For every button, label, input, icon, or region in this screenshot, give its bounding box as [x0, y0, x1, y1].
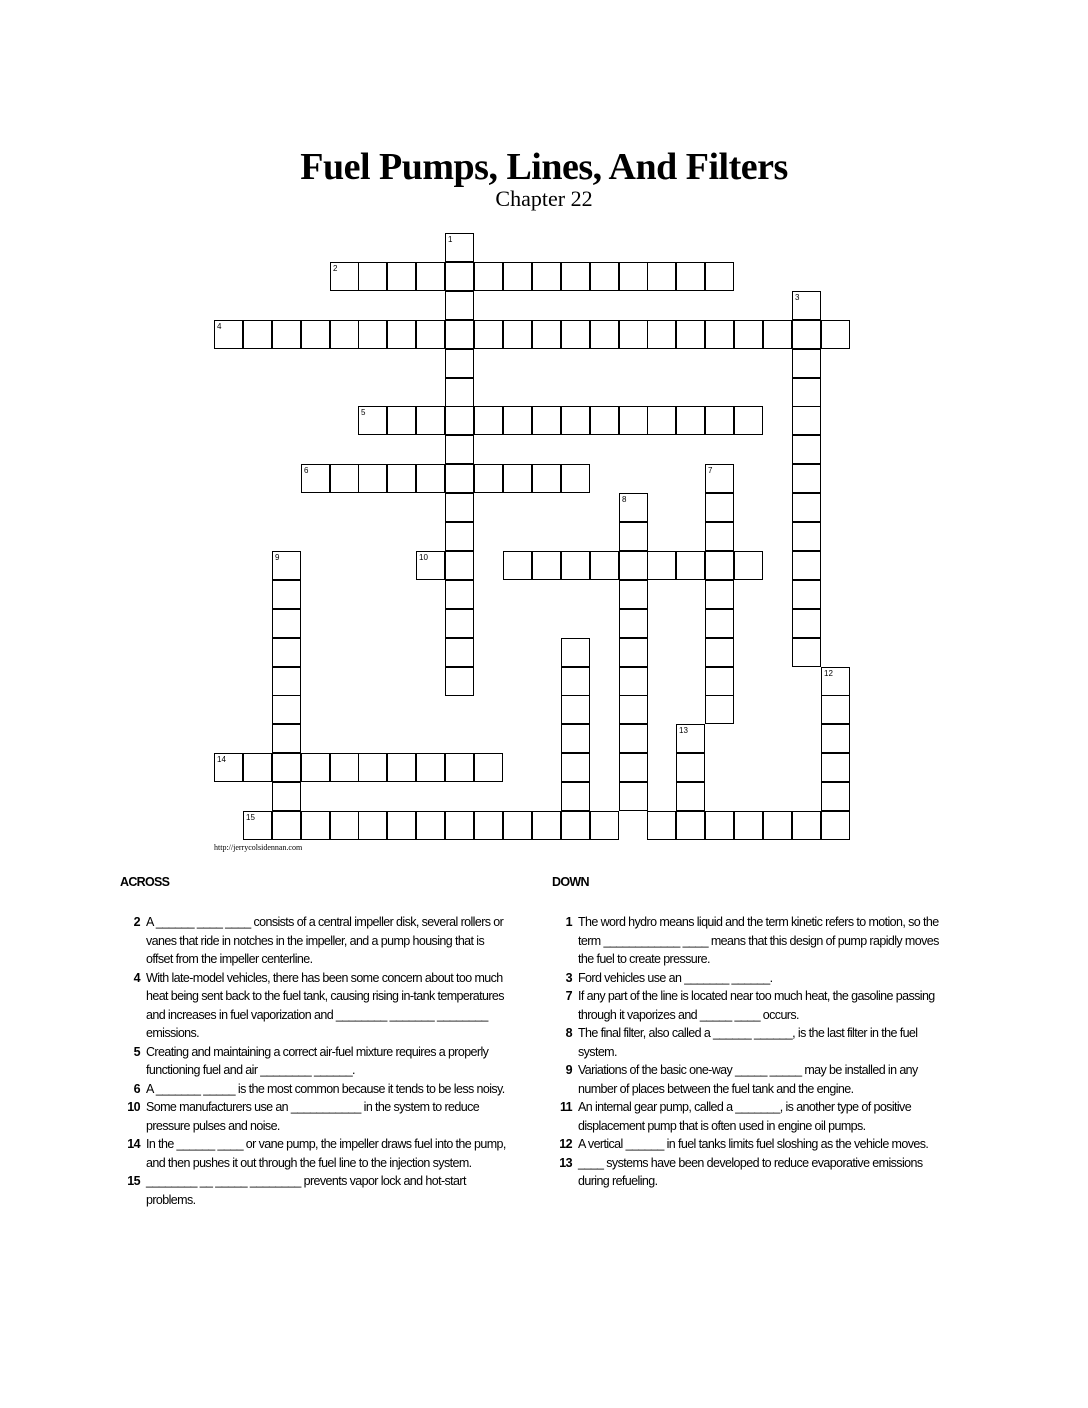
- grid-cell[interactable]: [821, 695, 850, 724]
- grid-cell[interactable]: [705, 320, 734, 349]
- grid-cell[interactable]: [301, 464, 330, 493]
- clue-text: If any part of the line is located near too much heat, the gasoline passing through it vaporizes and _____ ____ occurs.: [578, 989, 935, 1022]
- down-clue: [552, 1024, 942, 1061]
- grid-cell[interactable]: [792, 464, 821, 493]
- grid-cell[interactable]: [590, 406, 619, 435]
- clue-num: 8: [565, 1026, 572, 1040]
- grid-cell[interactable]: [734, 320, 763, 349]
- grid-cell[interactable]: [619, 609, 648, 638]
- clue-num: 12: [559, 1137, 572, 1151]
- grid-cell[interactable]: [619, 262, 648, 291]
- grid-cell[interactable]: [821, 753, 850, 782]
- clue-text: Some manufacturers use an ___________ in the system to reduce pressure pulses and noise.: [146, 1100, 480, 1133]
- grid-cell[interactable]: [387, 262, 416, 291]
- grid-cell[interactable]: [416, 464, 445, 493]
- grid-cell[interactable]: [705, 493, 734, 522]
- grid-cell[interactable]: [272, 580, 301, 609]
- grid-cell[interactable]: [561, 695, 590, 724]
- clue-number: 2: [333, 264, 338, 273]
- grid-cell[interactable]: [647, 406, 676, 435]
- clue-number: 15: [246, 813, 255, 822]
- grid-cell[interactable]: [676, 811, 705, 840]
- grid-cell[interactable]: [619, 522, 648, 551]
- clue-number: 1: [448, 235, 453, 244]
- grid-cell[interactable]: [619, 695, 648, 724]
- grid-cell[interactable]: [590, 811, 619, 840]
- grid-cell[interactable]: [214, 753, 243, 782]
- grid-cell[interactable]: [705, 695, 734, 724]
- grid-cell[interactable]: [676, 406, 705, 435]
- across-clue: [120, 1080, 510, 1099]
- clue-number: 12: [824, 669, 833, 678]
- grid-cell[interactable]: [445, 349, 474, 378]
- grid-cell[interactable]: [734, 811, 763, 840]
- clue-number: 6: [304, 466, 309, 475]
- grid-cell[interactable]: [676, 320, 705, 349]
- grid-cell[interactable]: [792, 406, 821, 435]
- grid-cell[interactable]: [821, 724, 850, 753]
- grid-cell[interactable]: [272, 724, 301, 753]
- grid-cell[interactable]: [474, 262, 503, 291]
- grid-cell[interactable]: [792, 551, 821, 580]
- grid-cell[interactable]: [619, 638, 648, 667]
- clue-num: 5: [133, 1044, 140, 1059]
- grid-cell[interactable]: [734, 406, 763, 435]
- grid-cell[interactable]: [474, 464, 503, 493]
- grid-cell[interactable]: [705, 551, 734, 580]
- grid-cell[interactable]: [503, 262, 532, 291]
- grid-cell[interactable]: [272, 695, 301, 724]
- grid-cell[interactable]: [387, 464, 416, 493]
- grid-cell[interactable]: [503, 464, 532, 493]
- grid-cell[interactable]: [416, 753, 445, 782]
- clue-text: Variations of the basic one-way _____ _____ may be installed in any number of places between the fuel tank and the engine.: [578, 1063, 918, 1096]
- grid-cell[interactable]: [705, 522, 734, 551]
- clue-num: 3: [565, 970, 572, 985]
- grid-cell[interactable]: [590, 262, 619, 291]
- grid-cell[interactable]: [272, 609, 301, 638]
- grid-cell[interactable]: [445, 580, 474, 609]
- grid-cell[interactable]: [821, 811, 850, 840]
- grid-cell[interactable]: [474, 811, 503, 840]
- grid-cell[interactable]: [243, 320, 272, 349]
- clue-num: 13: [559, 1155, 572, 1170]
- clue-text: A ______ ____ ____ consists of a central impeller disk, several rollers or vanes that ride in notches in the impeller, and a pump housing that is offset from the impeller centerline.: [146, 915, 504, 966]
- down-clue: [552, 913, 942, 969]
- grid-cell[interactable]: [561, 638, 590, 667]
- clue-text: A _______ _____ is the most common because it tends to be less noisy.: [146, 1081, 505, 1096]
- grid-cell[interactable]: [445, 262, 474, 291]
- down-clue: [552, 987, 942, 1024]
- grid-cell[interactable]: [705, 406, 734, 435]
- grid-cell[interactable]: [561, 753, 590, 782]
- clue-number: 3: [795, 293, 800, 302]
- grid-cell[interactable]: [619, 667, 648, 696]
- grid-cell[interactable]: [358, 406, 387, 435]
- grid-cell[interactable]: [272, 320, 301, 349]
- grid-cell[interactable]: [792, 609, 821, 638]
- grid-cell[interactable]: [619, 580, 648, 609]
- grid-cell[interactable]: [358, 320, 387, 349]
- grid-cell[interactable]: [272, 638, 301, 667]
- clue-num: 15: [127, 1174, 140, 1188]
- grid-cell[interactable]: [358, 262, 387, 291]
- grid-cell[interactable]: [243, 753, 272, 782]
- grid-cell[interactable]: [445, 320, 474, 349]
- down-heading: DOWN: [552, 875, 589, 889]
- grid-cell[interactable]: [503, 551, 532, 580]
- clue-num: 4: [133, 970, 140, 985]
- grid-cell[interactable]: [416, 262, 445, 291]
- grid-cell[interactable]: [619, 406, 648, 435]
- clue-num: 7: [565, 989, 572, 1003]
- grid-cell[interactable]: [358, 753, 387, 782]
- clue-number: 5: [361, 408, 366, 417]
- grid-cell[interactable]: [676, 724, 705, 753]
- grid-cell[interactable]: [705, 580, 734, 609]
- clue-number: 13: [679, 726, 688, 735]
- grid-cell[interactable]: [445, 753, 474, 782]
- grid-cell[interactable]: [705, 638, 734, 667]
- grid-cell[interactable]: [821, 667, 850, 696]
- grid-cell[interactable]: [676, 551, 705, 580]
- clue-num: 11: [559, 1100, 572, 1114]
- grid-cell[interactable]: [445, 493, 474, 522]
- grid-cell[interactable]: [416, 811, 445, 840]
- clue-num: 10: [127, 1100, 140, 1114]
- grid-cell[interactable]: [763, 811, 792, 840]
- across-clue: [120, 1172, 510, 1209]
- clue-text: Creating and maintaining a correct air-fuel mixture requires a properly functioning fuel and air ________ ______.: [146, 1044, 489, 1077]
- grid-cell[interactable]: [214, 320, 243, 349]
- down-clue-list: [552, 913, 942, 1191]
- clue-text: In the ______ ____ or vane pump, the impeller draws fuel into the pump, and then pushes it out through the fuel line to the injection system.: [146, 1137, 506, 1170]
- clue-number: 7: [708, 466, 713, 475]
- grid-cell[interactable]: [792, 522, 821, 551]
- grid-cell[interactable]: [821, 782, 850, 811]
- grid-cell[interactable]: [445, 811, 474, 840]
- grid-cell[interactable]: [561, 262, 590, 291]
- clue-text: The word hydro means liquid and the term kinetic refers to motion, so the term ____________ ____ means that this design of pump rapidly moves the fuel to create pressure.: [578, 915, 939, 966]
- grid-cell[interactable]: [330, 753, 359, 782]
- grid-cell[interactable]: [619, 493, 648, 522]
- grid-cell[interactable]: [330, 811, 359, 840]
- down-clue: [552, 1061, 942, 1098]
- grid-cell[interactable]: [792, 435, 821, 464]
- grid-cell[interactable]: [619, 782, 648, 811]
- grid-cell[interactable]: [272, 782, 301, 811]
- clue-number: 10: [419, 553, 428, 562]
- grid-cell[interactable]: [445, 464, 474, 493]
- grid-cell[interactable]: [792, 378, 821, 407]
- grid-cell[interactable]: [647, 811, 676, 840]
- grid-cell[interactable]: [532, 320, 561, 349]
- clue-num: 1: [565, 915, 572, 929]
- across-clue-list: [120, 913, 510, 1209]
- grid-cell[interactable]: [792, 811, 821, 840]
- grid-cell[interactable]: [301, 811, 330, 840]
- clue-num: 6: [133, 1081, 140, 1096]
- grid-cell[interactable]: [590, 320, 619, 349]
- grid-cell[interactable]: [387, 811, 416, 840]
- grid-cell[interactable]: [561, 464, 590, 493]
- grid-cell[interactable]: [561, 551, 590, 580]
- grid-cell[interactable]: [647, 551, 676, 580]
- grid-cell[interactable]: [445, 291, 474, 320]
- grid-cell[interactable]: [474, 753, 503, 782]
- grid-cell[interactable]: [445, 522, 474, 551]
- grid-cell[interactable]: [792, 320, 821, 349]
- grid-cell[interactable]: [358, 464, 387, 493]
- grid-cell[interactable]: [561, 667, 590, 696]
- clue-num: 14: [127, 1137, 140, 1151]
- grid-cell[interactable]: [561, 811, 590, 840]
- grid-cell[interactable]: [821, 320, 850, 349]
- grid-cell[interactable]: [416, 406, 445, 435]
- grid-cell[interactable]: [387, 753, 416, 782]
- grid-cell[interactable]: [561, 406, 590, 435]
- across-clue: [120, 969, 510, 1043]
- grid-cell[interactable]: [272, 551, 301, 580]
- grid-cell[interactable]: [445, 551, 474, 580]
- grid-cell[interactable]: [503, 320, 532, 349]
- grid-cell[interactable]: [503, 406, 532, 435]
- grid-cell[interactable]: [676, 262, 705, 291]
- grid-cell[interactable]: [676, 782, 705, 811]
- clue-text: Ford vehicles use an _______ ______.: [578, 970, 773, 985]
- grid-cell[interactable]: [532, 464, 561, 493]
- grid-cell[interactable]: [387, 406, 416, 435]
- puzzle-subtitle: Chapter 22: [495, 186, 593, 211]
- grid-cell[interactable]: [705, 811, 734, 840]
- grid-cell[interactable]: [416, 320, 445, 349]
- grid-cell[interactable]: [647, 262, 676, 291]
- grid-cell[interactable]: [590, 551, 619, 580]
- grid-cell[interactable]: [445, 667, 474, 696]
- grid-cell[interactable]: [619, 551, 648, 580]
- grid-cell[interactable]: [416, 551, 445, 580]
- grid-cell[interactable]: [705, 609, 734, 638]
- grid-cell[interactable]: [792, 580, 821, 609]
- grid-cell[interactable]: [445, 406, 474, 435]
- clue-number: 8: [622, 495, 627, 504]
- clue-num: 2: [133, 915, 140, 929]
- grid-cell[interactable]: [387, 320, 416, 349]
- grid-cell[interactable]: [792, 349, 821, 378]
- grid-cell[interactable]: [272, 811, 301, 840]
- grid-cell[interactable]: [561, 724, 590, 753]
- across-clues: [120, 875, 510, 1209]
- clue-text: ____ systems have been developed to reduce evaporative emissions during refueling.: [578, 1155, 923, 1188]
- clue-text: An internal gear pump, called a _______, is another type of positive displacement pump that is often used in engine oil pumps.: [578, 1100, 912, 1133]
- down-clue: [552, 969, 942, 988]
- grid-cell[interactable]: [532, 262, 561, 291]
- grid-cell[interactable]: [445, 435, 474, 464]
- grid-cell[interactable]: [272, 667, 301, 696]
- grid-cell[interactable]: [474, 320, 503, 349]
- grid-cell[interactable]: [532, 406, 561, 435]
- grid-cell[interactable]: [792, 493, 821, 522]
- grid-cell[interactable]: [532, 551, 561, 580]
- grid-cell[interactable]: [532, 811, 561, 840]
- grid-cell[interactable]: [445, 378, 474, 407]
- down-clue: [552, 1135, 942, 1154]
- across-clue: [120, 1043, 510, 1080]
- across-clue: [120, 913, 510, 969]
- grid-cell[interactable]: [647, 320, 676, 349]
- grid-cell[interactable]: [792, 291, 821, 320]
- across-clue: [120, 1098, 510, 1135]
- grid-cell[interactable]: [330, 320, 359, 349]
- grid-cell[interactable]: [705, 667, 734, 696]
- down-clues: [552, 875, 942, 1191]
- grid-cell[interactable]: [330, 262, 359, 291]
- grid-cell[interactable]: [792, 638, 821, 667]
- clue-number: 4: [217, 322, 222, 331]
- clue-text: A vertical ______ in fuel tanks limits fuel sloshing as the vehicle moves.: [578, 1137, 929, 1151]
- grid-cell[interactable]: [561, 320, 590, 349]
- grid-cell[interactable]: [705, 464, 734, 493]
- clue-text: With late-model vehicles, there has been some concern about too much heat being sent back to the fuel tank, causing rising in-tank temperatures and increases in fuel vaporization and ________ _______ ________ emissions.: [146, 970, 504, 1040]
- grid-cell[interactable]: [243, 811, 272, 840]
- down-clue: [552, 1098, 942, 1135]
- grid-cell[interactable]: [763, 320, 792, 349]
- grid-cell[interactable]: [619, 724, 648, 753]
- across-clue: [120, 1135, 510, 1172]
- across-heading: ACROSS: [120, 875, 170, 889]
- down-clue: [552, 1154, 942, 1191]
- grid-cell[interactable]: [301, 320, 330, 349]
- grid-cell[interactable]: [561, 782, 590, 811]
- clue-num: 9: [565, 1063, 572, 1077]
- grid-cell[interactable]: [676, 753, 705, 782]
- grid-cell[interactable]: [619, 320, 648, 349]
- grid-cell[interactable]: [358, 811, 387, 840]
- grid-cell[interactable]: [619, 753, 648, 782]
- grid-cell[interactable]: [734, 551, 763, 580]
- clue-number: 9: [275, 553, 280, 562]
- clue-text: The final filter, also called a ______ ______, is the last filter in the fuel system.: [578, 1026, 918, 1059]
- clue-text: ________ __ _____ ________ prevents vapor lock and hot-start problems.: [146, 1174, 466, 1207]
- grid-cell[interactable]: [445, 609, 474, 638]
- credit-url: http://jerrycolsidennan.com: [214, 843, 303, 852]
- grid-cell[interactable]: [301, 753, 330, 782]
- grid-cell[interactable]: [445, 638, 474, 667]
- grid-cell[interactable]: [503, 811, 532, 840]
- grid-cell[interactable]: [445, 233, 474, 262]
- grid-cell[interactable]: [474, 406, 503, 435]
- grid-cell[interactable]: [705, 262, 734, 291]
- grid-cell[interactable]: [330, 464, 359, 493]
- grid-cell[interactable]: [272, 753, 301, 782]
- clue-number: 14: [217, 755, 226, 764]
- puzzle-title: Fuel Pumps, Lines, And Filters: [300, 146, 788, 188]
